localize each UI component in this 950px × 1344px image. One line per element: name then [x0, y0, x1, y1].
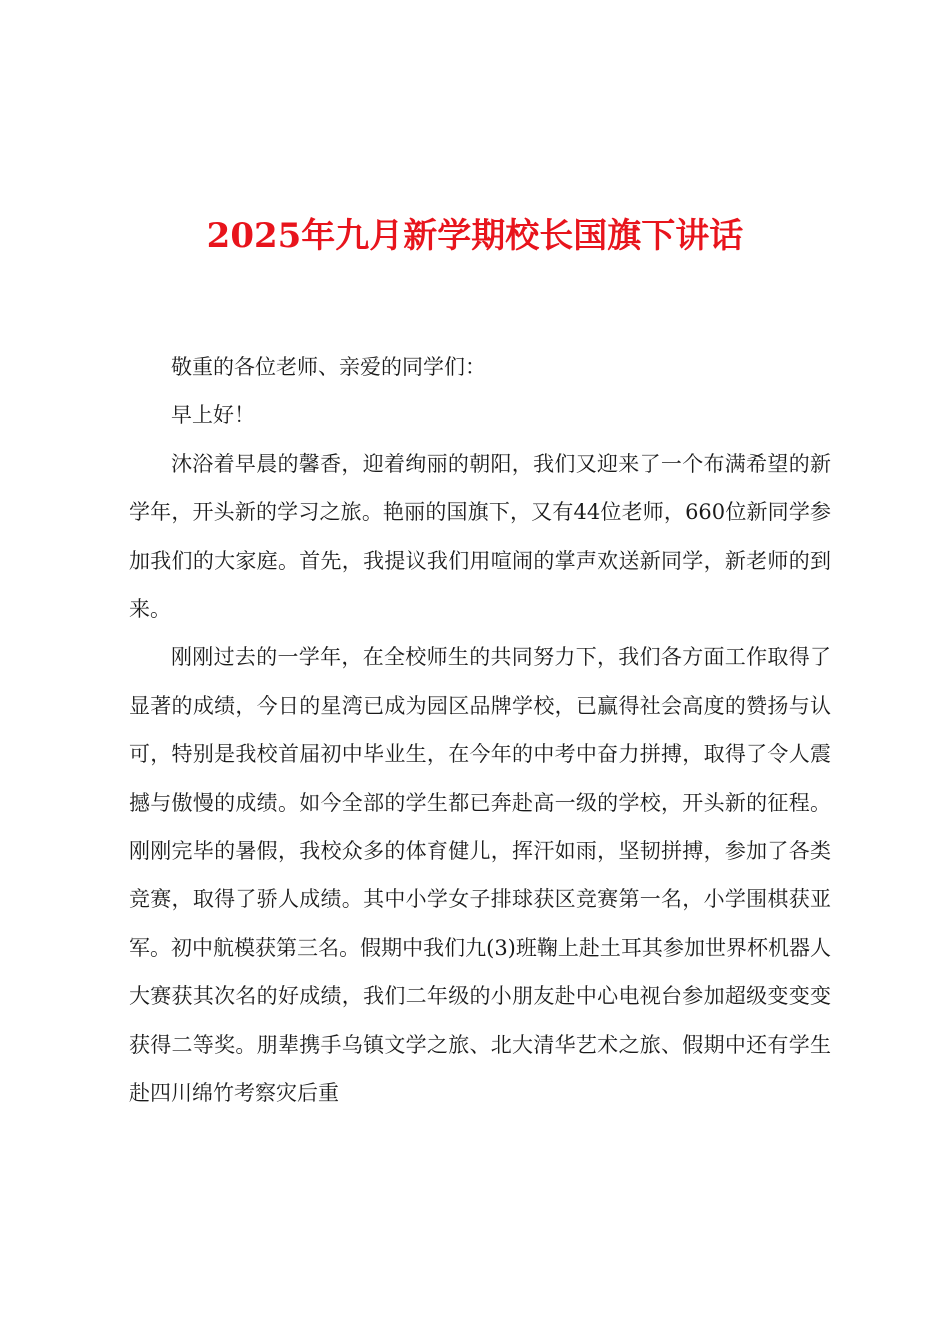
body-paragraph: 沐浴着早晨的馨香，迎着绚丽的朝阳，我们又迎来了一个布满希望的新学年，开头新的学习之旅。艳丽的国旗下，又有44位老师，660位新同学参加我们的大家庭。首先，我提议我们用喧闹的掌声欢送新同学，新老师的到来。 — [129, 451, 831, 622]
body-paragraph: 刚刚过去的一学年，在全校师生的共同努力下，我们各方面工作取得了显著的成绩，今日的星湾已成为园区品牌学校，已赢得社会高度的赞扬与认可，特别是我校首届初中毕业生，在今年的中考中奋力拼搏，取得了令人震撼与傲慢的成绩。如今全部的学生都已奔赴高一级的学校，开头新的征程。刚刚完毕的暑假，我校众多的体育健儿，挥汗如雨，坚韧拼搏，参加了各类竞赛，取得了骄人成绩。其中小学女子排球获区竞赛第一名，小学围棋获亚军。初中航模获第三名。假期中我们九(3)班鞠上赴土耳其参加世界杯机器人大赛获其次名的好成绩，我们二年级的小朋友赴中心电视台参加超级变变变获得二等奖。朋辈携手乌镇文学之旅、北大清华艺术之旅、假期中还有学生赴四川绵竹考察灾后重 — [129, 645, 831, 1106]
speech-body — [129, 343, 831, 1118]
greeting-paragraph: 早上好！ — [171, 403, 255, 428]
page-title: 2025年九月新学期校长国旗下讲话 — [206, 216, 744, 256]
salutation-paragraph: 敬重的各位老师、亲爱的同学们： — [171, 355, 486, 379]
